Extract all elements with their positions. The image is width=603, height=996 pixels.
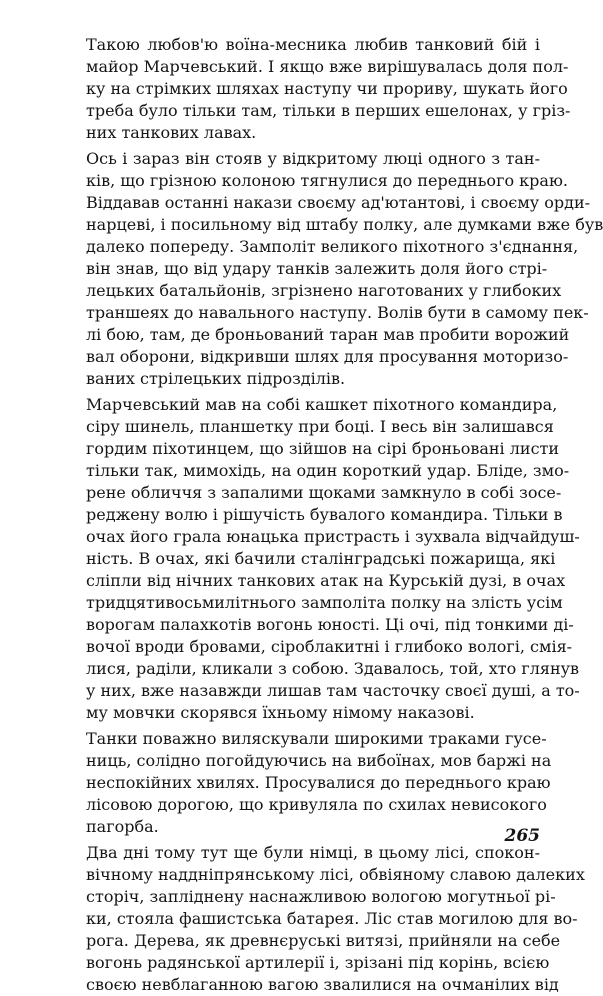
text-line: Марчевський мав на собі кашкет піхотного командира, — [86, 395, 558, 414]
text-line: сторіч, запліднену наснажливою вологою могутньої рі- — [86, 887, 556, 906]
text-line: тридцятивосьмилітнього замполіта полку на злість усім — [86, 593, 563, 612]
text-line: ворогам палахкотів вогонь юності. Ці очі, під тонкими ді- — [86, 615, 574, 634]
text-line: ку на стрімких шляхах наступу чи прориву, шукать його — [86, 79, 568, 98]
text-line: лися, раділи, кликали з собою. Здавалось, той, хто глянув — [86, 659, 580, 678]
text-line: у них, вже назавжди лишав там часточку своєї душі, а то- — [86, 681, 580, 700]
text-line: вічному наддніпрянському лісі, обвіяному славою далеких — [86, 865, 585, 884]
text-line: треба було тільки там, тільки в перших ешелонах, у гріз- — [86, 101, 571, 120]
text-line: гордим піхотинцем, що зійшов на сірі броньовані листи — [86, 439, 560, 458]
page-number: 265 — [504, 826, 540, 846]
text-line: лісовою дорогою, що кривуляла по схилах невисокого — [86, 795, 547, 814]
paragraph — [86, 728, 552, 838]
text-line: пагорба. — [86, 817, 159, 836]
text-line: нарцеві, і посильному від штабу полку, але думками вже був — [86, 215, 603, 234]
text-line: ниць, солідно погойдуючись на вибоїнах, мов баржі на — [86, 751, 552, 770]
text-line: ків, що грізною колоною тягнулися до переднього краю. — [86, 171, 568, 190]
text-line: ваних стрілецьких підрозділів. — [86, 369, 346, 388]
text-line: лі бою, там, де броньований таран мав пробити ворожий — [86, 325, 570, 344]
text-line: Ось і зараз він стояв у відкритому люці одного з тан- — [86, 149, 540, 168]
text-line: сіру шинель, планшетку при боці. І весь він залишався — [86, 417, 554, 436]
paragraph — [86, 394, 580, 724]
book-page-text — [86, 34, 603, 996]
text-line: своєю невблаганною вагою звалилися на очманілих від — [86, 975, 559, 994]
text-line: му мовчки скорявся їхньому німому наказові. — [86, 703, 475, 722]
text-line: Два дні тому тут ще були німці, в цьому лісі, спокон- — [86, 843, 540, 862]
text-line: майор Марчевський. І якщо вже вирішувалась доля пол- — [86, 57, 569, 76]
text-line: вочої вроди бровами, сіроблакитні і глибоко вологі, смія- — [86, 637, 573, 656]
text-line: ність. В очах, які бачили сталінградські пожарища, які — [86, 549, 556, 568]
text-line: реджену волю і рішучість бувалого командира. Тільки в — [86, 505, 563, 524]
text-line: він знав, що від удару танків залежить доля його стрі- — [86, 259, 548, 278]
text-line: Такою любов'ю воїна-месника любив танковий бій і — [86, 35, 540, 54]
paragraph — [86, 34, 571, 144]
text-line: лецьких батальйонів, згрізнено наготованих у глибоких — [86, 281, 562, 300]
paragraph — [86, 842, 585, 996]
text-line: траншеях до навального наступу. Волів бути в самому пек- — [86, 303, 589, 322]
text-line: очах його грала юнацька пристрасть і зухвала відчайдуш- — [86, 527, 580, 546]
text-line: рене обличчя з запалими щоками замкнуло в собі зосе- — [86, 483, 562, 502]
text-line: неспокійних хвилях. Просувалися до переднього краю — [86, 773, 551, 792]
text-line: вал оборони, відкривши шлях для просування моторизо- — [86, 347, 569, 366]
text-line: вогонь радянської артилерії і, зрізані під корінь, всією — [86, 953, 550, 972]
text-line: сліпли від нічних танкових атак на Курській дузі, в очах — [86, 571, 566, 590]
text-line: Танки поважно виляскували широкими траками гусе- — [86, 729, 547, 748]
text-line: далеко попереду. Замполіт великого піхотного з'єднання, — [86, 237, 579, 256]
text-line: Віддавав останні накази своєму ад'ютантові, і своєму орди- — [86, 193, 591, 212]
text-line: ки, стояла фашистська батарея. Ліс став могилою для во- — [86, 909, 578, 928]
text-line: них танкових лавах. — [86, 123, 257, 142]
text-line: рога. Дерева, як древнєруські витязі, прийняли на себе — [86, 931, 561, 950]
paragraph — [86, 148, 603, 390]
text-line: тільки так, мимохідь, на один короткий удар. Бліде, змо- — [86, 461, 570, 480]
